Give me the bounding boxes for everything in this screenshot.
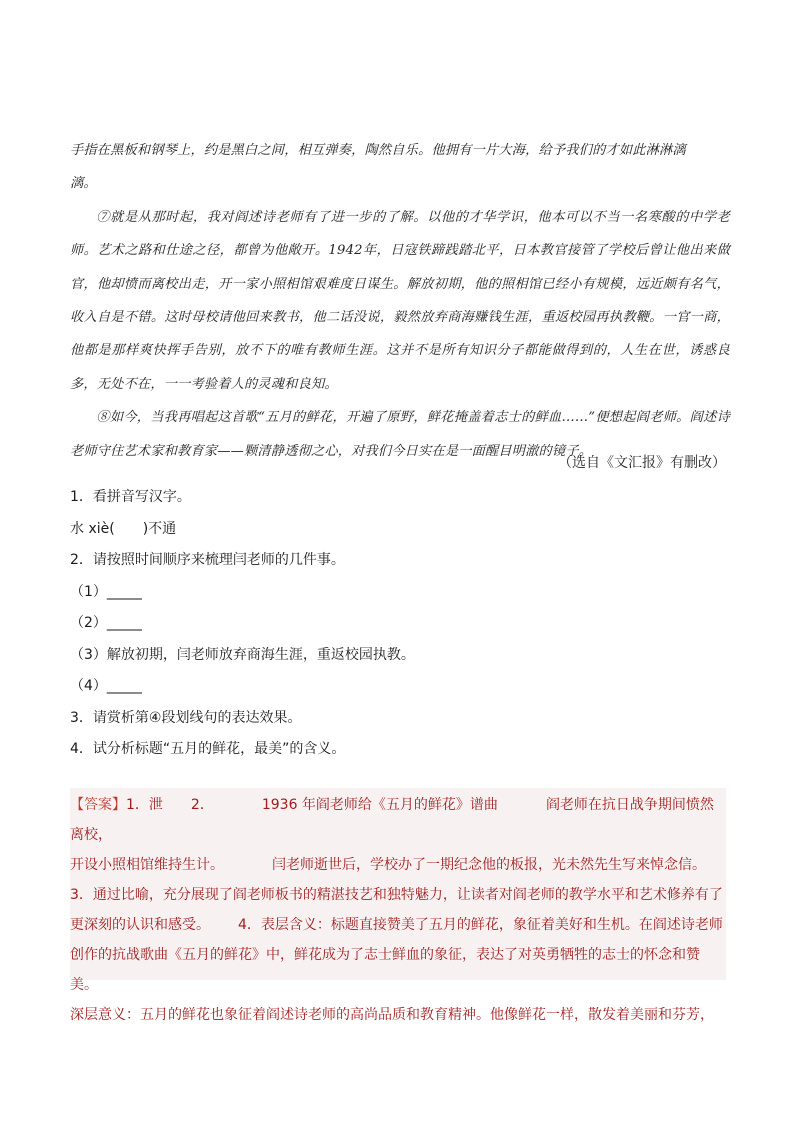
answer-3: 3．通过比喻，充分展现了阎老师板书的精湛技艺和独特魅力，让读者对阎老师的教学水平和艺术修养有了更深刻的认识和感受。	[70, 887, 723, 933]
passage-line: 手指在黑板和钢琴上，约是黑白之间，相互弹奏，陶然自乐。他拥有一片大海，给予我们的才如此淋淋漓	[70, 143, 686, 158]
question-3: 3．请赏析第④段划线句的表达效果。	[70, 709, 302, 726]
question-4: 4．试分析标题“五月的鲜花，最美”的含义。	[70, 741, 346, 757]
question-2: 2．请按照时间顺序来梳理闫老师的几件事。	[70, 552, 345, 568]
passage-paragraph-8: ⑧如今，当我再唱起这首歌“五月的鲜花，开遍了原野，鲜花掩盖着志士的鲜血……”便想起阎老师。阎述诗老师守住艺术家和教育家——颗清静透彻之心，对我们今日实在是一面醒目明澈的镜子。	[70, 410, 730, 459]
source-citation: （选自《文汇报》有删改）	[558, 455, 726, 471]
answer-2-label: 2．	[190, 797, 214, 813]
answer-4-line-3: 深层意义：五月的鲜花也象征着阎述诗老师的高尚品质和教育精神。他像鲜花一样，散发着美丽和芬芳，	[70, 1007, 714, 1023]
question-2-item-4: （4）_____	[70, 678, 142, 694]
reading-passage	[70, 134, 730, 468]
answer-4-line-1: 4．表层含义：标题直接赞美了五月的鲜花，象征着美好和生机。在阎述诗老师	[238, 917, 723, 933]
question-1: 1．看拼音写汉字。	[70, 489, 191, 505]
question-2-item-2: （2）_____	[70, 615, 142, 631]
question-2-item-3: （3）解放初期，闫老师放弃商海生涯，重返校园执教。	[70, 646, 415, 663]
question-2-item-1: （1）_____	[70, 583, 142, 600]
answer-1: 1．泄	[126, 797, 163, 813]
passage-paragraph-6-end	[70, 134, 730, 201]
passage-paragraph-7: ⑦就是从那时起，我对阎述诗老师有了进一步的了解。以他的才华学识，他本可以不当一名寒酸的中学老师。艺术之路和仕途之径，都曾为他敞开。1942年，日寇铁蹄践踏北平，日本教官接管了学校后曾让他出来做官，他却愤而离校出走，开一家小照相馆艰难度日谋生。解放初期，他的照相馆已经小有规模，远近颇有名气，收入自是不错。这时母校请他回来教书，他二话没说，毅然放弃商海赚钱生涯，重返校园再执教鞭。一官一商，他都是那样爽快挥手告别，放不下的唯有教师生涯。这并不是所有知识分子都能做得到的，人生在世，诱惑良多，无处不在，一一考验着人的灵魂和良知。	[70, 209, 730, 392]
answer-line-1	[70, 790, 726, 850]
question-1-item: 水 xiè( )不通	[70, 520, 177, 537]
answer-section	[70, 788, 726, 1023]
questions-section	[70, 482, 730, 766]
answer-line-2	[70, 850, 726, 880]
answer-4-line-2: 创作的抗战歌曲《五月的鲜花》中，鲜花成为了志士鲜血的象征，表达了对英勇牺牲的志士的怀念和赞美。	[70, 947, 700, 993]
answer-2-event-2: 阎老师在抗日战争期间愤然离校，	[70, 797, 714, 843]
answer-2-event-4: 闫老师逝世后，学校办了一期纪念他的板报，光未然先生写来悼念信。	[272, 857, 706, 873]
passage-line: 漓。	[70, 176, 97, 192]
answer-2-event-1: 1936 年阎老师给《五月的鲜花》谱曲	[261, 797, 498, 813]
answer-tag: 【答案】	[70, 797, 126, 813]
answer-2-event-2-cont: 开设小照相馆维持生计。	[70, 857, 224, 873]
